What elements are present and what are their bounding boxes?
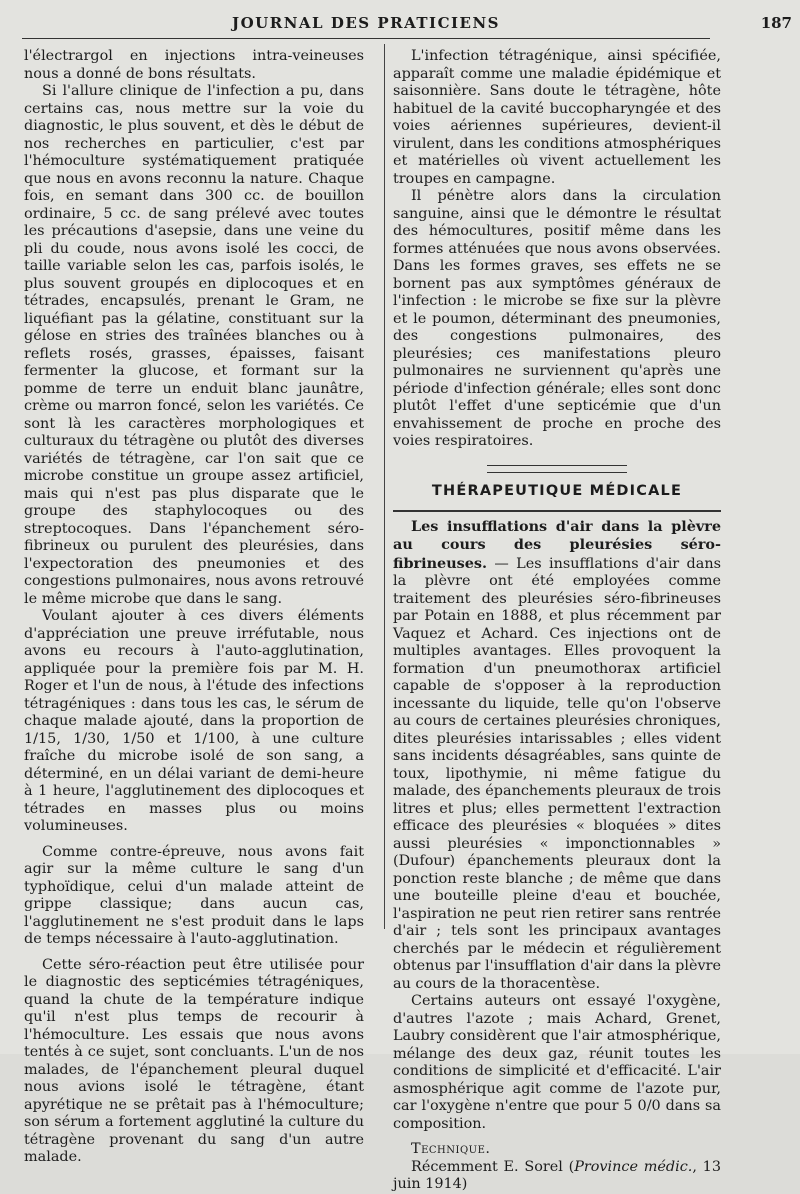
reference-date: , 13 juin 1914)	[393, 1158, 721, 1192]
right-paragraph-1: L'infection tétragénique, ainsi spécifiée, apparaît comme une maladie épidémique et saisonnière. Sans doute le tétragène, hôte habituel de la cavité buccopharyngée et des voies aériennes supérieures, devient-il virulent, dans les conditions atmosphériques et matérielles où vivent actuellement les troupes en campagne.	[393, 48, 721, 187]
article-body-1: — Les insufflations d'air dans la plèvre ont été employées comme traitement des pleurésies séro-fibrineuses par Potain en 1888, et plus récemment par Vaquez et Achard. Ces injections ont de multiples avantages. Elles provoquent la formation d'un pneumothorax artificiel capable de s'opposer à la reproduction incessante du liquide, telle qu'on l'observe au cours de certaines pleurésies chroniques, dites pleurésies intarissables ; elles vident sans incidents désagréables, sans quinte de toux, lipothymie, ni même fatigue du malade, des épanchements pleuraux de trois litres et plus; elles permettent l'extraction efficace des pleurésies « bloquées » dites aussi pleurésies « imponctionnables » (Dufour) épanchements pleuraux dont la ponction reste blanche ; de même que dans une bouteille pleine d'eau et bouchée, l'aspiration ne peut rien retirer sans rentrée d'air ; tels sont les principaux avantages cherchés par le médecin et régulièrement obtenus par l'insufflation d'air dans la plèvre au cours de la thoracentèse.	[393, 555, 721, 992]
reference-journal: Province médic.	[574, 1158, 693, 1175]
article-lead: Les insufflations d'air dans la plèvre au cours des pleurésies séro-fibrineuses.	[393, 517, 721, 572]
page-number: 187	[760, 14, 792, 32]
page-header	[22, 12, 792, 39]
column-divider	[384, 44, 385, 929]
section-rule	[393, 510, 721, 512]
reference-line	[393, 1159, 721, 1194]
right-column	[393, 48, 721, 1194]
reference-text: Récemment E. Sorel (	[411, 1158, 575, 1175]
left-paragraph-4: Comme contre-épreuve, nous avons fait agir sur la même culture le sang d'un typhoïdique, celui d'un malade atteint de grippe classique; dans aucun cas, l'agglutinement ne s'est produit dans le laps de temps nécessaire à l'auto-agglutination.	[24, 843, 364, 947]
section-title: THÉRAPEUTIQUE MÉDICALE	[431, 482, 683, 499]
technique-label: Technique.	[411, 1141, 491, 1157]
left-paragraph-3: Voulant ajouter à ces divers éléments d'appréciation une preuve irréfutable, nous avons eu recours à l'auto-agglutination, appliquée pour la première fois par M. H. Roger et l'un de nous, à l'étude des infections tétragéniques : dans tous les cas, le sérum de chaque malade ajouté, dans la proportion de 1/15, 1/30, 1/50 et 1/100, à une culture fraîche du microbe isolé de son sang, a déterminé, en un délai variant de demi-heure à 1 heure, l'agglutinement des diplocoques et tétrades en masses plus ou moins volumineuses.	[24, 608, 364, 834]
left-paragraph-2: Si l'allure clinique de l'infection a pu, dans certains cas, nous mettre sur la voie du diagnostic, le plus souvent, et dès le début de nos recherches en particulier, c'est par l'hémoculture systématiquement pratiquée que nous en avons reconnu la nature. Chaque fois, en semant dans 300 cc. de bouillon ordinaire, 5 cc. de sang prélevé avec toutes les précautions d'asepsie, dans une veine du pli du coude, nous avons isolé les cocci, de taille variable selon les cas, parfois isolés, le plus souvent groupés en diplocoques et en tétrades, encapsulés, prenant le Gram, ne liquéfiant pas la gélatine, constituant sur la gélose en stries des traînées blanches ou à reflets rosés, grasses, épaisses, faisant fermenter la glucose, et formant sur la pomme de terre un enduit blanc jaunâtre, crème ou marron foncé, selon les variétés. Ce sont là les caractères morphologiques et culturaux du tétragène ou plutôt des diverses variétés de tétragène, car l'on sait que ce microbe constitue un groupe assez artificiel, mais qui n'est pas plus disparate que le groupe des staphylocoques ou des streptocoques. Dans l'épanchement séro-fibrineux ou purulent des pleurésies, dans l'expectoration des pneumonies et des congestions pulmonaires, nous avons retrouvé le même microbe que dans le sang.	[24, 83, 364, 607]
article-paragraph-2: Certains auteurs ont essayé l'oxygène, d'autres l'azote ; mais Achard, Grenet, Laubry considèrent que l'air atmosphérique, mélange des deux gaz, réunit toutes les conditions de simplicité et d'efficacité. L'air asmosphérique agit comme de l'azote pur, car l'oxygène n'entre que pour 5 0/0 dans sa composition.	[393, 993, 721, 1132]
right-paragraph-2: Il pénètre alors dans la circulation sanguine, ainsi que le démontre le résultat des hémocultures, positif même dans les formes atténuées que nous avons observées. Dans les formes graves, ses effets ne se bornent pas aux symptômes généraux de l'infection : le microbe se fixe sur la plèvre et le poumon, déterminant des pneumonies, des congestions pulmonaires, des pleurésies; ces manifestations pleuro pulmonaires ne surviennent qu'après une période d'infection générale; elles sont donc plutôt l'effet d'une septicémie que d'un envahissement de proche en proche des voies respiratoires.	[393, 188, 721, 449]
journal-title: JOURNAL DES PRATICIENS	[232, 14, 500, 32]
left-paragraph-5: Cette séro-réaction peut être utilisée pour le diagnostic des septicémies tétragéniques, quand la chute de la température indique qu'il n'est plus temps de recourir à l'hémoculture. Les essais que nous avons tentés à ce sujet, sont concluants. L'un de nos malades, de l'épanchement pleural duquel nous avions isolé le tétragène, étant apyrétique ne se prêtait pas à l'hémoculture; son sérum a fortement agglutiné la culture du tétragène provenant du sang d'un autre malade.	[24, 956, 364, 1165]
article-paragraph-1	[393, 518, 721, 994]
left-column	[24, 48, 364, 1167]
left-paragraph-1: l'électrargol en injections intra-veineuses nous a donné de bons résultats.	[24, 48, 364, 82]
section-separator	[487, 465, 627, 473]
